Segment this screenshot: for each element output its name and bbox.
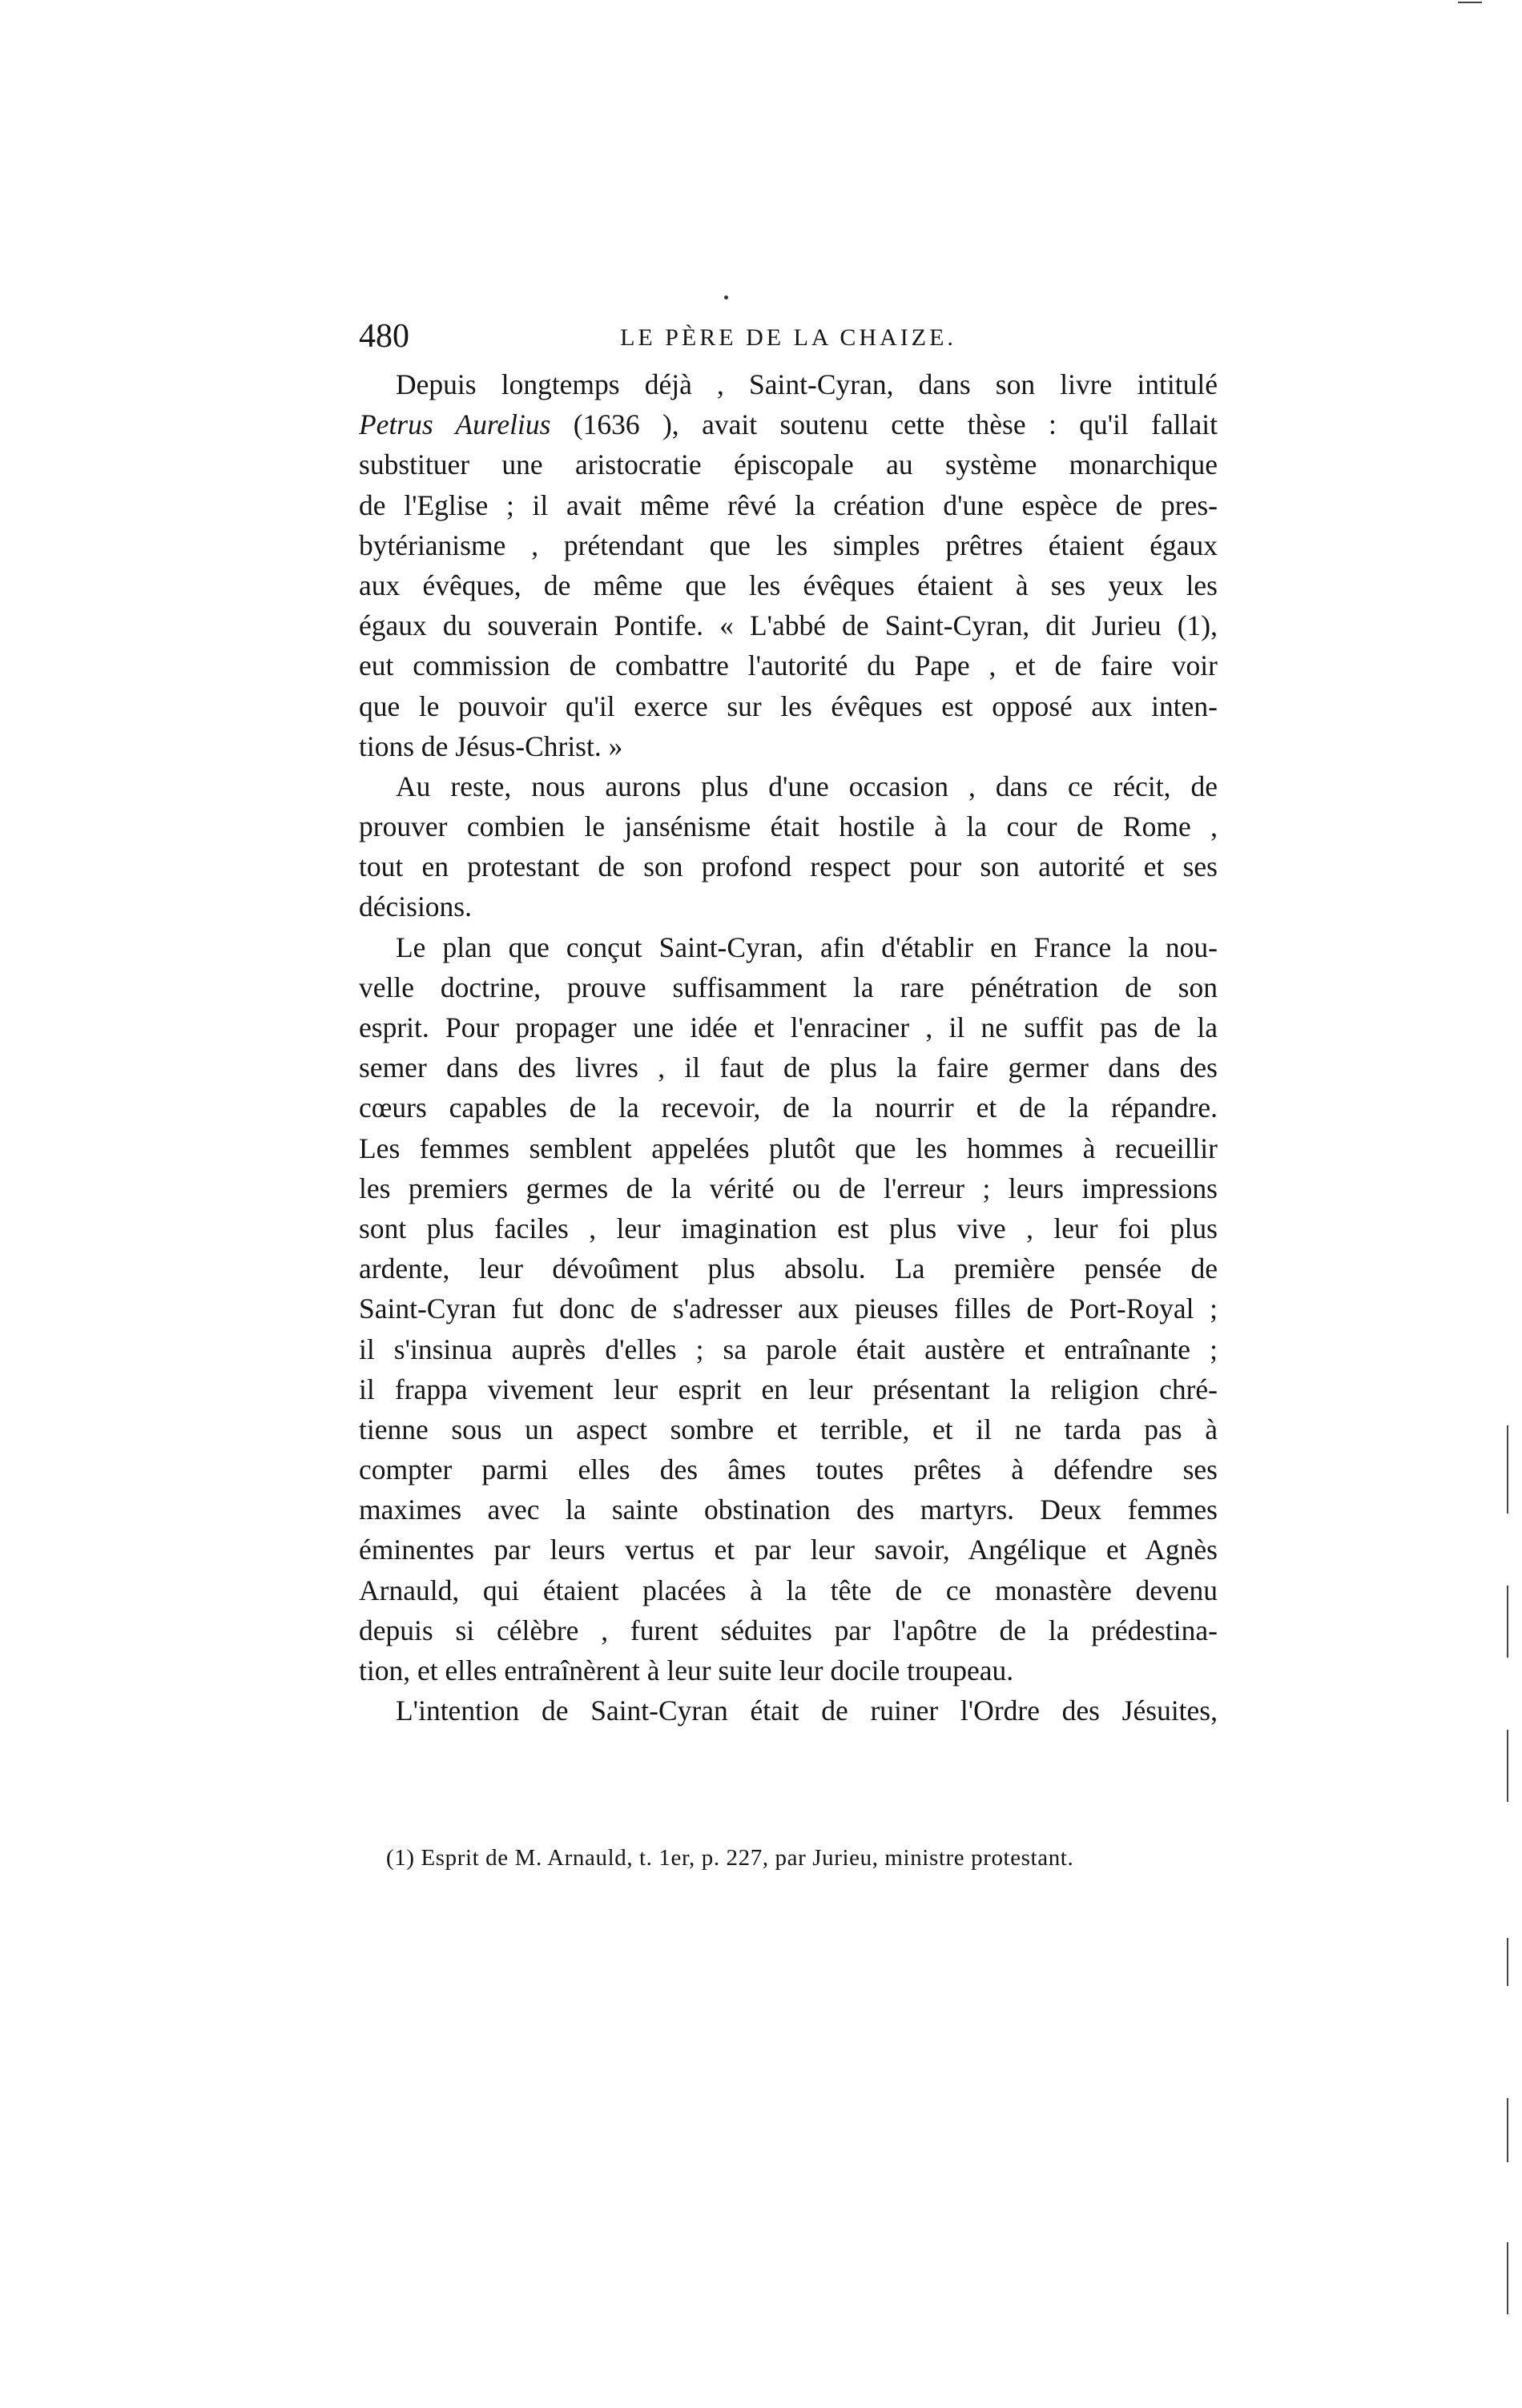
text-line: substituer une aristocratie épiscopale au système monarchique — [359, 448, 1218, 481]
text-line: tion, et elles entraînèrent à leur suite leur docile troupeau. — [359, 1654, 1014, 1686]
text-line: Depuis longtemps déjà , Saint-Cyran, dans son livre intitulé — [396, 368, 1218, 400]
text-line: eut commission de combattre l'autorité du Pape , et de faire voir — [359, 649, 1218, 682]
text-line: sont plus faciles , leur imagination est plus vive , leur foi plus — [359, 1212, 1218, 1244]
text-line: maximes avec la sainte obstination des martyrs. Deux femmes — [359, 1493, 1218, 1526]
text-line: depuis si célèbre , furent séduites par l'apôtre de la prédestina- — [359, 1614, 1218, 1646]
scan-edge-mark — [1507, 2242, 1508, 2314]
text-line: compter parmi elles des âmes toutes prêtes à défendre ses — [359, 1453, 1218, 1486]
text-line: les premiers germes de la vérité ou de l'erreur ; leurs impressions — [359, 1172, 1218, 1204]
text-line: L'intention de Saint-Cyran était de ruiner l'Ordre des Jésuites, — [396, 1694, 1218, 1727]
text-line: il s'insinua auprès d'elles ; sa parole était austère et entraînante ; — [359, 1333, 1218, 1365]
scan-edge-mark — [1507, 1730, 1508, 1802]
text-line: tout en protestant de son profond respect pour son autorité et ses — [359, 850, 1218, 883]
text-line: que le pouvoir qu'il exerce sur les évêques est opposé aux inten- — [359, 689, 1218, 722]
text-line: Arnauld, qui étaient placées à la tête de ce monastère devenu — [359, 1574, 1218, 1606]
text-line: tienne sous un aspect sombre et terrible, et il ne tarda pas à — [359, 1413, 1218, 1445]
scan-corner-mark — [1458, 2, 1482, 3]
body-text — [359, 364, 1218, 1731]
scan-edge-mark — [1507, 1586, 1508, 1658]
scan-edge-mark — [1507, 2098, 1508, 2162]
text-line: Petrus Aurelius (1636 ), avait soutenu cette thèse : qu'il fallait — [359, 408, 1218, 441]
text-line: Saint-Cyran fut donc de s'adresser aux pieuses filles de Port-Royal ; — [359, 1292, 1218, 1325]
scan-edge-mark — [1507, 1938, 1508, 1986]
text-line: Les femmes semblent appelées plutôt que les hommes à recueillir — [359, 1132, 1218, 1164]
text-line: égaux du souverain Pontife. « L'abbé de Saint-Cyran, dit Jurieu (1), — [359, 609, 1218, 642]
running-title: LE PÈRE DE LA CHAIZE. — [620, 324, 956, 351]
text-line: semer dans des livres , il faut de plus la faire germer dans des — [359, 1051, 1218, 1084]
scan-edge-mark — [1507, 1425, 1508, 1514]
text-line: il frappa vivement leur esprit en leur présentant la religion chré- — [359, 1373, 1218, 1405]
text-line: Au reste, nous aurons plus d'une occasion , dans ce récit, de — [396, 770, 1218, 802]
text-line: bytérianisme , prétendant que les simples prêtres étaient égaux — [359, 529, 1218, 561]
page-header — [359, 316, 1218, 356]
text-line: décisions. — [359, 890, 472, 923]
text-line: Le plan que conçut Saint-Cyran, afin d'établir en France la nou- — [396, 931, 1218, 963]
text-line: velle doctrine, prouve suffisamment la rare pénétration de son — [359, 971, 1218, 1003]
text-line: éminentes par leurs vertus et par leur savoir, Angélique et Agnès — [359, 1534, 1218, 1566]
print-dot — [724, 295, 728, 299]
page-number: 480 — [359, 318, 409, 355]
footnote: (1) Esprit de M. Arnauld, t. 1er, p. 227, par Jurieu, ministre protestant. — [386, 1845, 1074, 1871]
text-line: aux évêques, de même que les évêques étaient à ses yeux les — [359, 569, 1218, 601]
text-line: tions de Jésus-Christ. » — [359, 730, 623, 762]
text-line: ardente, leur dévoûment plus absolu. La première pensée de — [359, 1252, 1218, 1285]
book-title: Petrus Aurelius — [359, 408, 551, 441]
text-line: esprit. Pour propager une idée et l'enraciner , il ne suffit pas de la — [359, 1011, 1218, 1043]
text-line: prouver combien le jansénisme était hostile à la cour de Rome , — [359, 810, 1218, 843]
text-line: cœurs capables de la recevoir, de la nourrir et de la répandre. — [359, 1091, 1218, 1124]
text-line: de l'Eglise ; il avait même rêvé la création d'une espèce de pres- — [359, 488, 1218, 521]
